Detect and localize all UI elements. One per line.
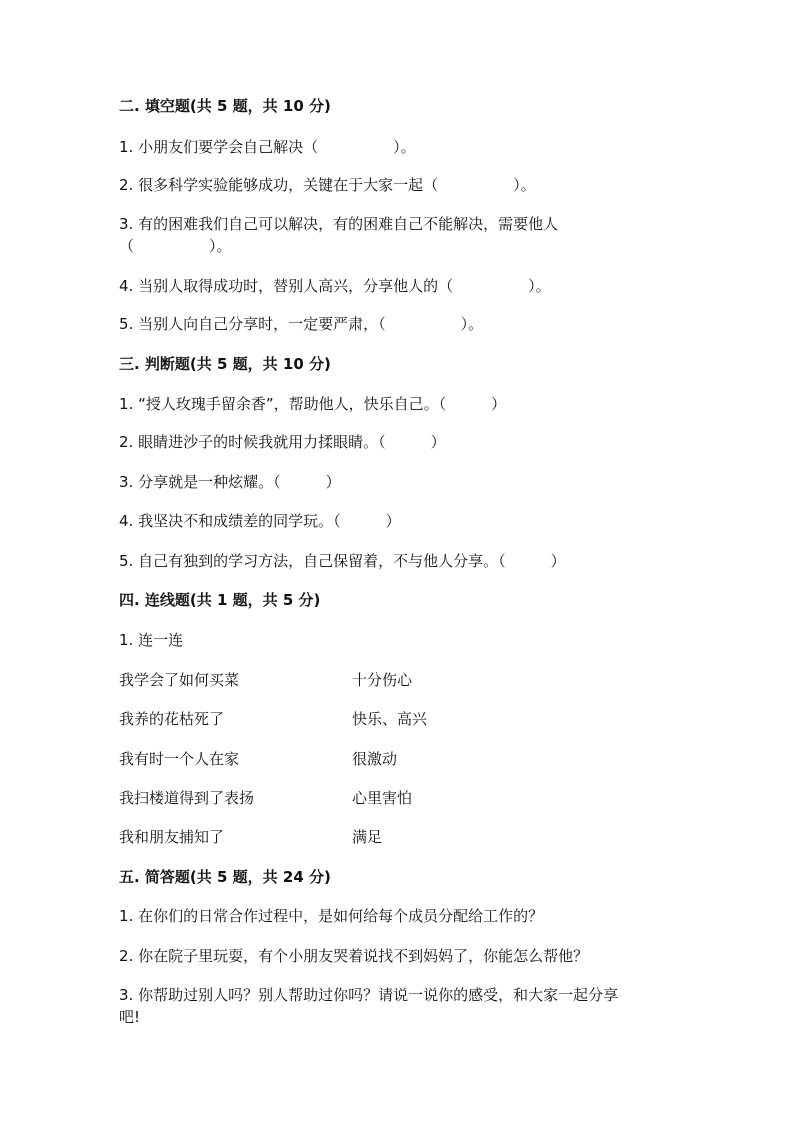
- matching-right-item-2: 快乐、高兴: [352, 710, 428, 728]
- true-false-question-4: 4. 我坚决不和成绩差的同学玩。（ ）: [119, 512, 401, 530]
- matching-right-item-4: 心里害怕: [352, 789, 413, 807]
- matching-right-item-3: 很激动: [352, 750, 398, 768]
- true-false-question-2: 2. 眼睛进沙子的时候我就用力揉眼睛。（ ）: [119, 433, 446, 451]
- section-heading-matching: 四. 连线题(共 1 题，共 5 分): [119, 591, 321, 609]
- true-false-question-3: 3. 分享就是一种炫耀。（ ）: [119, 473, 341, 491]
- matching-left-item-2: 我养的花枯死了: [119, 710, 225, 728]
- section-heading-fill-blank: 二. 填空题(共 5 题，共 10 分): [119, 97, 331, 115]
- short-answer-question-3: 3. 你帮助过别人吗？别人帮助过你吗？请说一说你的感受，和大家一起分享: [119, 986, 619, 1004]
- true-false-question-5: 5. 自己有独到的学习方法，自己保留着，不与他人分享。（ ）: [119, 552, 566, 570]
- matching-left-item-1: 我学会了如何买菜: [119, 671, 240, 689]
- short-answer-question-2: 2. 你在院子里玩耍，有个小朋友哭着说找不到妈妈了，你能怎么帮他？: [119, 947, 589, 965]
- fill-blank-question-4: 4. 当别人取得成功时，替别人高兴，分享他人的（ ）。: [119, 277, 551, 295]
- short-answer-question-3-continued: 吧!: [119, 1008, 141, 1026]
- section-heading-true-false: 三. 判断题(共 5 题，共 10 分): [119, 355, 331, 373]
- fill-blank-question-3: 3. 有的困难我们自己可以解决，有的困难自己不能解决，需要他人: [119, 215, 559, 233]
- section-heading-short-answer: 五. 简答题(共 5 题，共 24 分): [119, 868, 331, 886]
- fill-blank-question-3-continued: （ ）。: [119, 237, 232, 255]
- fill-blank-question-1: 1. 小朋友们要学会自己解决（ ）。: [119, 138, 416, 156]
- matching-right-item-5: 满足: [352, 828, 383, 846]
- matching-prompt: 1. 连一连: [119, 631, 184, 649]
- fill-blank-question-5: 5. 当别人向自己分享时，一定要严肃，（ ）。: [119, 315, 484, 333]
- matching-left-item-5: 我和朋友捕知了: [119, 828, 225, 846]
- fill-blank-question-2: 2. 很多科学实验能够成功，关键在于大家一起（ ）。: [119, 176, 536, 194]
- matching-left-item-4: 我扫楼道得到了表扬: [119, 789, 255, 807]
- short-answer-question-1: 1. 在你们的日常合作过程中，是如何给每个成员分配给工作的？: [119, 907, 544, 925]
- true-false-question-1: 1. “授人玫瑰手留余香”，帮助他人，快乐自己。（ ）: [119, 395, 507, 413]
- matching-left-item-3: 我有时一个人在家: [119, 750, 240, 768]
- matching-right-item-1: 十分伤心: [352, 671, 413, 689]
